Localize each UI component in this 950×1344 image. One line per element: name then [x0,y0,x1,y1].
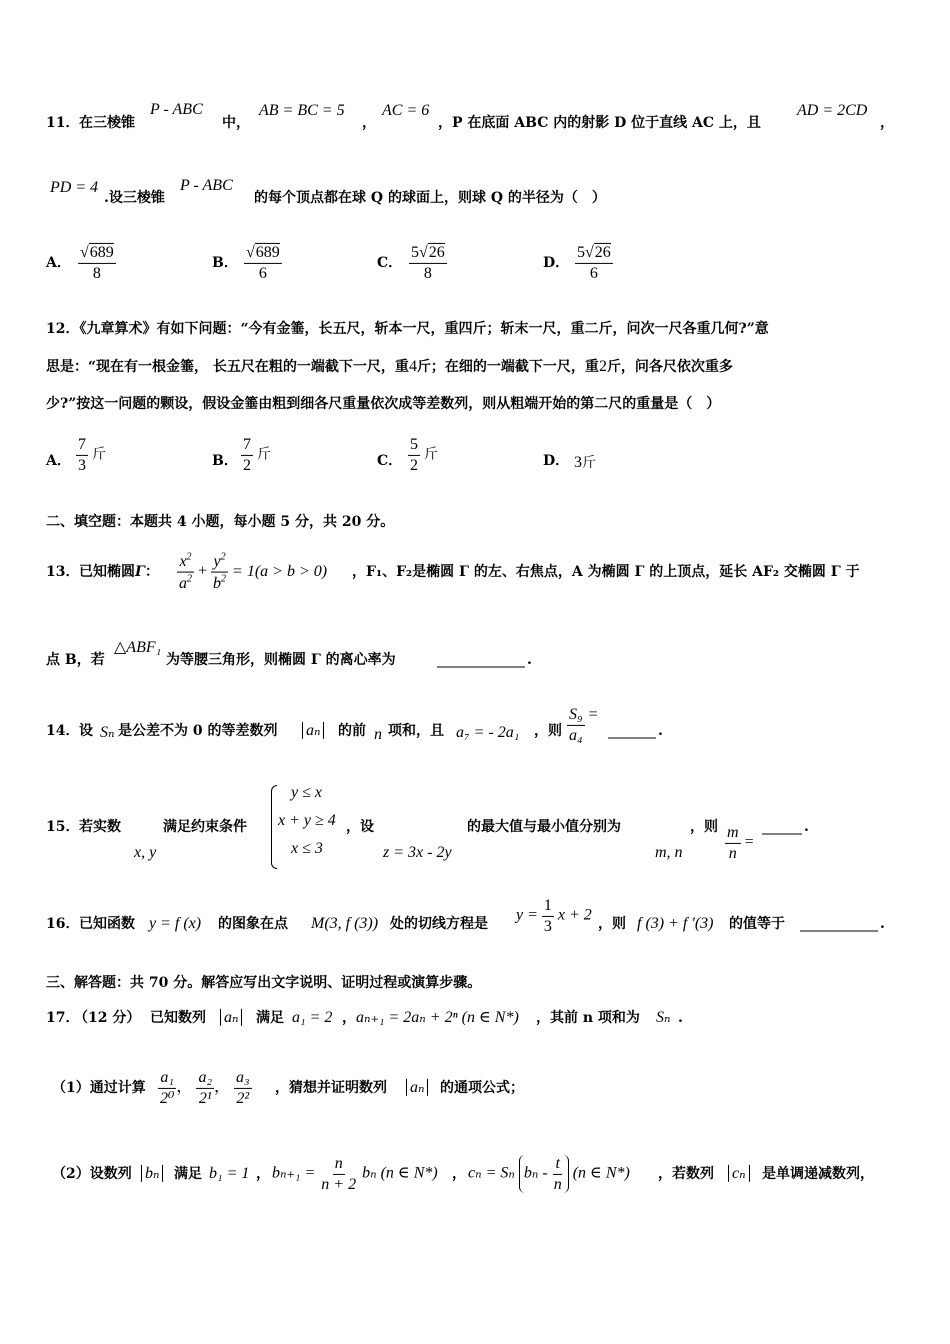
q16-tangent-equation: y = $\frac{1}{3}$ x + 2 [516,896,592,935]
q12-line3: 少?”按这一问题的颗设，假设金箠由粗到细各尺重量依次成等差数列，则从粗端开始的第二尺的重量是（ ） [46,395,721,412]
q16-answer-blank[interactable] [800,917,878,932]
q13-ellipse-equation: $\frac{x^2}{a^2}$ + $\frac{y^2}{b^2}$ = 1(a > b > 0) [179,551,328,592]
q11-line2: PD = 4 .设三棱锥 P - ABC 的每个顶点都在球 Q 的球面上，则球 Q 的半径为（ ） [50,176,606,206]
q12-line2: 思是：“现在有一根金箠， 长五尺在粗的一端截下一尺，重4斤；在细的一端截下一尺，重2斤，问各尺依次重多 [46,357,733,375]
q14-fraction: $\frac{\text{S₉}}{\text{a₄}}$ = [569,705,598,744]
q15-answer-blank[interactable] [762,820,802,835]
q17-line1: 17． （12 分） 已知数列 aₙ 满足 a₁ = 2 ， aₙ₊₁ = 2aₙ + 2ⁿ (n ∈ N*) ，其前 n 项和为 Sₙ . [46,1008,683,1026]
q11-option-c[interactable]: $\frac{5√26}{8}$ [411,243,445,282]
q13-line1: 13． 已知椭圆Γ： $\frac{x^2}{a^2}$ + $\frac{y^2}{b^2}$ = 1(a > b > 0) ，F₁、F₂是椭圆 Γ 的左、右焦点，A 为椭圆 Γ 的上顶点，延长 AF₂ 交椭圆 Γ 于 [46,551,860,592]
q17-part1: （1）通过计算 $\frac{\text{a₁}}{\text{2⁰}}$ ， $\frac{\text{a₂}}{\text{2¹}}$ ， $\frac{\text{a₃}}{\text{2²}}$ ，猜想并证明数列 aₙ 的通项公式； [52,1068,524,1107]
q15-line: 15． 若实数 x, y 满足约束条件 y ≤ x x + y ≥ 4 x ≤ 3 ，设 z = 3x - 2y 的最大值与最小值分别为 m, n ，则 $\frac{m}{n}$ = . [0,827,950,828]
q16-line: 16． 已知函数 y = f (x) 的图象在点 M(3, f (3)) 处的切线方程是 y = $\frac{1}{3}$ x + 2 ，则 f (3) + f ′(3) 的值等于 . [46,896,885,935]
q11-formula-pabc: P - ABC [150,100,203,118]
q13-line2: 点 B，若 △ABF₁ 为等腰三角形，则椭圆 Γ 的离心率为 . [46,638,532,668]
q11-options: A． $\frac{√689}{8}$ B． $\frac{√689}{6}$ C． $\frac{5√26}{8}$ D． $\frac{5√26}{6}$ [46,243,611,282]
q11-line1: 11． 在三棱锥 P - ABC 中， AB = BC = 5 ， AC = 6 ，P 在底面 ABC 内的射影 D 位于直线 AC 上，且 AD = 2CD ， [46,100,894,131]
q15-constraint-brace [271,785,277,869]
q12-option-a[interactable]: $\frac{7}{3}$ 斤 [78,435,106,474]
q15-fraction: $\frac{m}{n}$ = [727,823,754,862]
q14-answer-blank[interactable] [608,724,656,739]
q11-option-b[interactable]: $\frac{√689}{6}$ [246,243,280,282]
q12-option-c[interactable]: $\frac{5}{2}$ 斤 [410,435,438,474]
q11-number: 11． [46,114,80,131]
section-3-heading: 三、解答题：共 70 分。解答应写出文字说明、证明过程或演算步骤。 [46,974,482,991]
q12-line1: 12．《九章算术》有如下问题：“今有金箠，长五尺，斩本一尺，重四斤；斩末一尺，重二斤，问次一尺各重几何?”意 [46,320,769,337]
section-2-heading: 二、填空题：本题共 4 小题，每小题 5 分，共 20 分。 [46,513,395,530]
q12-option-d[interactable]: 3斤 [574,453,596,471]
q17-part2: （2）设数列 bₙ 满足 b₁ = 1 ， bₙ₊₁ = $\frac{n}{n + 2}$ bₙ (n ∈ N*) ， cₙ = Sₙ bₙ - $\frac{t}{n}$ (n ∈ N*) ，若数列 cₙ 是单调递减数列， [52,1154,874,1193]
q11-option-d[interactable]: $\frac{5√26}{6}$ [577,243,611,282]
q13-answer-blank[interactable] [437,653,525,668]
q14-line: 14． 设 Sₙ 是公差不为 0 的等差数列 aₙ 的前 n 项和，且 a₇ = - 2a₁ ，则 $\frac{\text{S₉}}{\text{a₄}}$ = . [46,705,663,744]
q11-option-a[interactable]: $\frac{√689}{8}$ [80,243,114,282]
q12-options: A． $\frac{7}{3}$ 斤 B． $\frac{7}{2}$ 斤 C． $\frac{5}{2}$ 斤 D． 3斤 [46,435,596,474]
q12-option-b[interactable]: $\frac{7}{2}$ 斤 [243,435,271,474]
